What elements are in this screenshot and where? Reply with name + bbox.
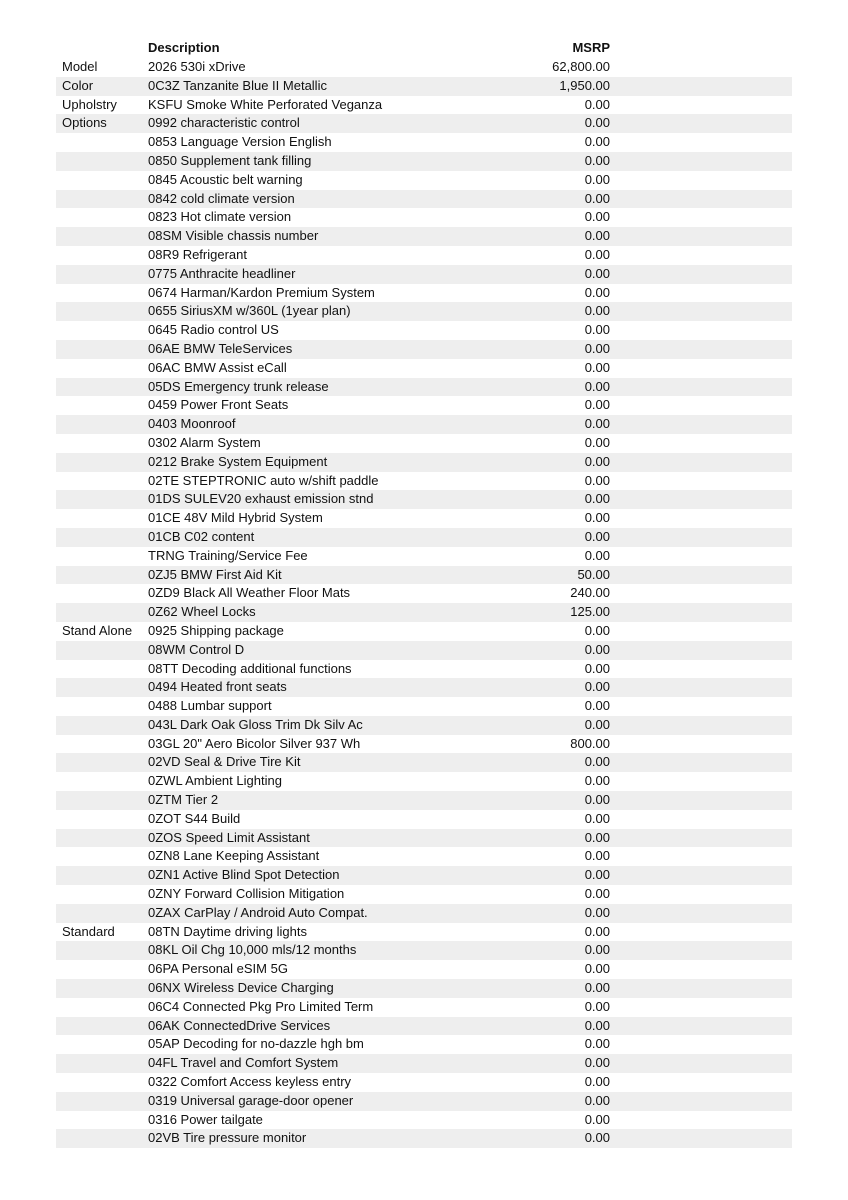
table-row	[56, 1054, 792, 1073]
table-row	[56, 378, 792, 397]
row-description: TRNG Training/Service Fee	[148, 547, 308, 563]
row-description: 0ZN1 Active Blind Spot Detection	[148, 867, 340, 883]
table-row	[56, 133, 792, 152]
table-row	[56, 171, 792, 190]
row-category: Options	[62, 115, 107, 131]
row-description: 03GL 20" Aero Bicolor Silver 937 Wh	[148, 735, 361, 751]
row-description: 0823 Hot climate version	[148, 209, 292, 225]
row-msrp: 0.00	[584, 716, 610, 732]
row-description: 06AC BMW Assist eCall	[148, 359, 287, 375]
row-msrp: 0.00	[584, 773, 610, 789]
row-description: 0ZOS Speed Limit Assistant	[148, 829, 310, 845]
row-description: 0ZOT S44 Build	[148, 810, 241, 826]
table-row	[56, 753, 792, 772]
row-msrp: 0.00	[584, 434, 610, 450]
row-description: 0842 cold climate version	[148, 190, 295, 206]
row-description: 08TT Decoding additional functions	[148, 660, 352, 676]
row-msrp: 0.00	[584, 378, 610, 394]
row-msrp: 0.00	[584, 942, 610, 958]
table-row	[56, 923, 792, 942]
table-row	[56, 791, 792, 810]
row-description: 0Z62 Wheel Locks	[148, 604, 256, 620]
row-description: 01DS SULEV20 exhaust emission stnd	[148, 491, 374, 507]
table-row	[56, 509, 792, 528]
table-row	[56, 359, 792, 378]
row-description: 0302 Alarm System	[148, 434, 261, 450]
description-header: Description	[148, 40, 220, 55]
table-row	[56, 660, 792, 679]
row-msrp: 0.00	[584, 792, 610, 808]
row-description: 0319 Universal garage-door opener	[148, 1092, 354, 1108]
row-msrp: 0.00	[584, 886, 610, 902]
table-row	[56, 415, 792, 434]
table-row	[56, 340, 792, 359]
row-msrp: 0.00	[584, 209, 610, 225]
row-description: 0ZD9 Black All Weather Floor Mats	[148, 585, 351, 601]
table-row	[56, 941, 792, 960]
table-row	[56, 208, 792, 227]
row-description: 05DS Emergency trunk release	[148, 378, 329, 394]
table-row	[56, 1035, 792, 1054]
row-msrp: 0.00	[584, 698, 610, 714]
row-description: 0775 Anthracite headliner	[148, 265, 296, 281]
row-description: 0316 Power tailgate	[148, 1111, 263, 1127]
table-row	[56, 697, 792, 716]
row-msrp: 0.00	[584, 961, 610, 977]
row-description: 0ZJ5 BMW First Aid Kit	[148, 566, 282, 582]
table-row	[56, 584, 792, 603]
row-category: Stand Alone	[62, 622, 133, 638]
row-description: 02TE STEPTRONIC auto w/shift paddle	[148, 472, 379, 488]
table-row	[56, 302, 792, 321]
table-row	[56, 772, 792, 791]
table-row	[56, 58, 792, 77]
row-description: KSFU Smoke White Perforated Veganza	[148, 96, 383, 112]
table-row	[56, 960, 792, 979]
row-category: Standard	[62, 923, 115, 939]
table-row	[56, 528, 792, 547]
row-msrp: 0.00	[584, 359, 610, 375]
table-row	[56, 490, 792, 509]
row-msrp: 0.00	[584, 246, 610, 262]
row-msrp: 0.00	[584, 472, 610, 488]
row-msrp: 0.00	[584, 1074, 610, 1090]
table-row	[56, 810, 792, 829]
table-row	[56, 847, 792, 866]
table-row	[56, 77, 792, 96]
row-msrp: 240.00	[570, 585, 610, 601]
row-msrp: 0.00	[584, 171, 610, 187]
table-row	[56, 866, 792, 885]
row-description: 0322 Comfort Access keyless entry	[148, 1074, 352, 1090]
table-row	[56, 434, 792, 453]
row-msrp: 0.00	[584, 528, 610, 544]
row-msrp: 0.00	[584, 491, 610, 507]
row-description: 05AP Decoding for no-dazzle hgh bm	[148, 1036, 364, 1052]
row-msrp: 0.00	[584, 152, 610, 168]
table-row	[56, 152, 792, 171]
row-msrp: 800.00	[570, 735, 610, 751]
table-row	[56, 96, 792, 115]
table-row	[56, 547, 792, 566]
row-msrp: 0.00	[584, 284, 610, 300]
row-description: 0ZNY Forward Collision Mitigation	[148, 886, 345, 902]
row-msrp: 0.00	[584, 322, 610, 338]
row-category: Model	[62, 59, 98, 74]
table-row	[56, 979, 792, 998]
row-description: 06PA Personal eSIM 5G	[148, 961, 288, 977]
row-description: 04FL Travel and Comfort System	[148, 1055, 339, 1071]
row-description: 0ZN8 Lane Keeping Assistant	[148, 848, 320, 864]
row-description: 0494 Heated front seats	[148, 679, 287, 695]
row-description: 08TN Daytime driving lights	[148, 923, 307, 939]
row-description: 0845 Acoustic belt warning	[148, 171, 303, 187]
row-description: 06C4 Connected Pkg Pro Limited Term	[148, 998, 374, 1014]
table-row	[56, 190, 792, 209]
msrp-header: MSRP	[572, 40, 610, 55]
table-row	[56, 885, 792, 904]
row-msrp: 50.00	[577, 566, 610, 582]
row-description: 02VD Seal & Drive Tire Kit	[148, 754, 301, 770]
row-description: 08WM Control D	[148, 641, 245, 657]
row-description: 0925 Shipping package	[148, 622, 284, 638]
table-row	[56, 603, 792, 622]
row-msrp: 0.00	[584, 303, 610, 319]
row-msrp: 0.00	[584, 96, 610, 112]
row-msrp: 1,950.00	[559, 77, 610, 93]
table-row	[56, 453, 792, 472]
table-row	[56, 1111, 792, 1130]
row-msrp: 0.00	[584, 1055, 610, 1071]
row-description: 0C3Z Tanzanite Blue II Metallic	[148, 77, 327, 93]
table-row	[56, 735, 792, 754]
row-description: 06AE BMW TeleServices	[148, 340, 293, 356]
row-description: 0488 Lumbar support	[148, 698, 272, 714]
row-msrp: 0.00	[584, 1036, 610, 1052]
table-row	[56, 284, 792, 303]
table-row	[56, 566, 792, 585]
row-description: 0645 Radio control US	[148, 322, 279, 338]
row-description: 0459 Power Front Seats	[148, 397, 289, 413]
row-msrp: 0.00	[584, 265, 610, 281]
row-description: 01CE 48V Mild Hybrid System	[148, 510, 323, 526]
row-msrp: 0.00	[584, 453, 610, 469]
row-msrp: 0.00	[584, 134, 610, 150]
row-msrp: 0.00	[584, 622, 610, 638]
row-msrp: 0.00	[584, 1017, 610, 1033]
row-msrp: 0.00	[584, 416, 610, 432]
row-description: 0853 Language Version English	[148, 134, 332, 150]
row-description: 06NX Wireless Device Charging	[148, 980, 334, 996]
row-category: Upholstry	[62, 96, 117, 112]
row-msrp: 0.00	[584, 867, 610, 883]
row-description: 0655 SiriusXM w/360L (1year plan)	[148, 303, 351, 319]
table-row	[56, 227, 792, 246]
row-msrp: 0.00	[584, 1111, 610, 1127]
row-msrp: 0.00	[584, 829, 610, 845]
row-description: 043L Dark Oak Gloss Trim Dk Silv Ac	[148, 716, 363, 732]
row-msrp: 0.00	[584, 679, 610, 695]
row-msrp: 0.00	[584, 810, 610, 826]
row-description: 0850 Supplement tank filling	[148, 152, 312, 168]
row-description: 0ZWL Ambient Lighting	[148, 773, 282, 789]
row-description: 0ZAX CarPlay / Android Auto Compat.	[148, 904, 368, 920]
table-row	[56, 678, 792, 697]
row-description: 0403 Moonroof	[148, 416, 236, 432]
table-header	[56, 38, 792, 58]
row-msrp: 0.00	[584, 904, 610, 920]
row-msrp: 0.00	[584, 923, 610, 939]
row-msrp: 62,800.00	[552, 59, 610, 74]
row-msrp: 0.00	[584, 190, 610, 206]
table-row	[56, 396, 792, 415]
table-row	[56, 1017, 792, 1036]
row-description: 2026 530i xDrive	[148, 59, 246, 74]
row-msrp: 0.00	[584, 340, 610, 356]
table-row	[56, 114, 792, 133]
table-row	[56, 622, 792, 641]
row-description: 08R9 Refrigerant	[148, 246, 247, 262]
row-description: 02VB Tire pressure monitor	[148, 1130, 307, 1146]
table-row	[56, 1092, 792, 1111]
row-msrp: 0.00	[584, 1092, 610, 1108]
table-row	[56, 472, 792, 491]
table-row	[56, 265, 792, 284]
price-sheet	[56, 38, 792, 1148]
row-description: 0674 Harman/Kardon Premium System	[148, 284, 375, 300]
row-description: 0ZTM Tier 2	[148, 792, 219, 808]
table-row	[56, 246, 792, 265]
row-msrp: 0.00	[584, 1130, 610, 1146]
row-msrp: 0.00	[584, 115, 610, 131]
row-msrp: 0.00	[584, 397, 610, 413]
table-row	[56, 829, 792, 848]
row-msrp: 0.00	[584, 998, 610, 1014]
row-description: 01CB C02 content	[148, 528, 255, 544]
table-row	[56, 321, 792, 340]
row-category: Color	[62, 77, 94, 93]
row-msrp: 0.00	[584, 754, 610, 770]
table-row	[56, 641, 792, 660]
row-msrp: 0.00	[584, 228, 610, 244]
table-row	[56, 904, 792, 923]
table-row	[56, 716, 792, 735]
row-description: 0212 Brake System Equipment	[148, 453, 328, 469]
table-row	[56, 1073, 792, 1092]
row-description: 08SM Visible chassis number	[148, 228, 319, 244]
row-description: 06AK ConnectedDrive Services	[148, 1017, 331, 1033]
row-description: 0992 characteristic control	[148, 115, 300, 131]
row-msrp: 0.00	[584, 660, 610, 676]
table-row	[56, 1129, 792, 1148]
row-msrp: 0.00	[584, 980, 610, 996]
row-msrp: 125.00	[570, 604, 610, 620]
table-body	[56, 58, 792, 1148]
row-msrp: 0.00	[584, 848, 610, 864]
row-description: 08KL Oil Chg 10,000 mls/12 months	[148, 942, 357, 958]
row-msrp: 0.00	[584, 510, 610, 526]
row-msrp: 0.00	[584, 547, 610, 563]
row-msrp: 0.00	[584, 641, 610, 657]
table-row	[56, 998, 792, 1017]
